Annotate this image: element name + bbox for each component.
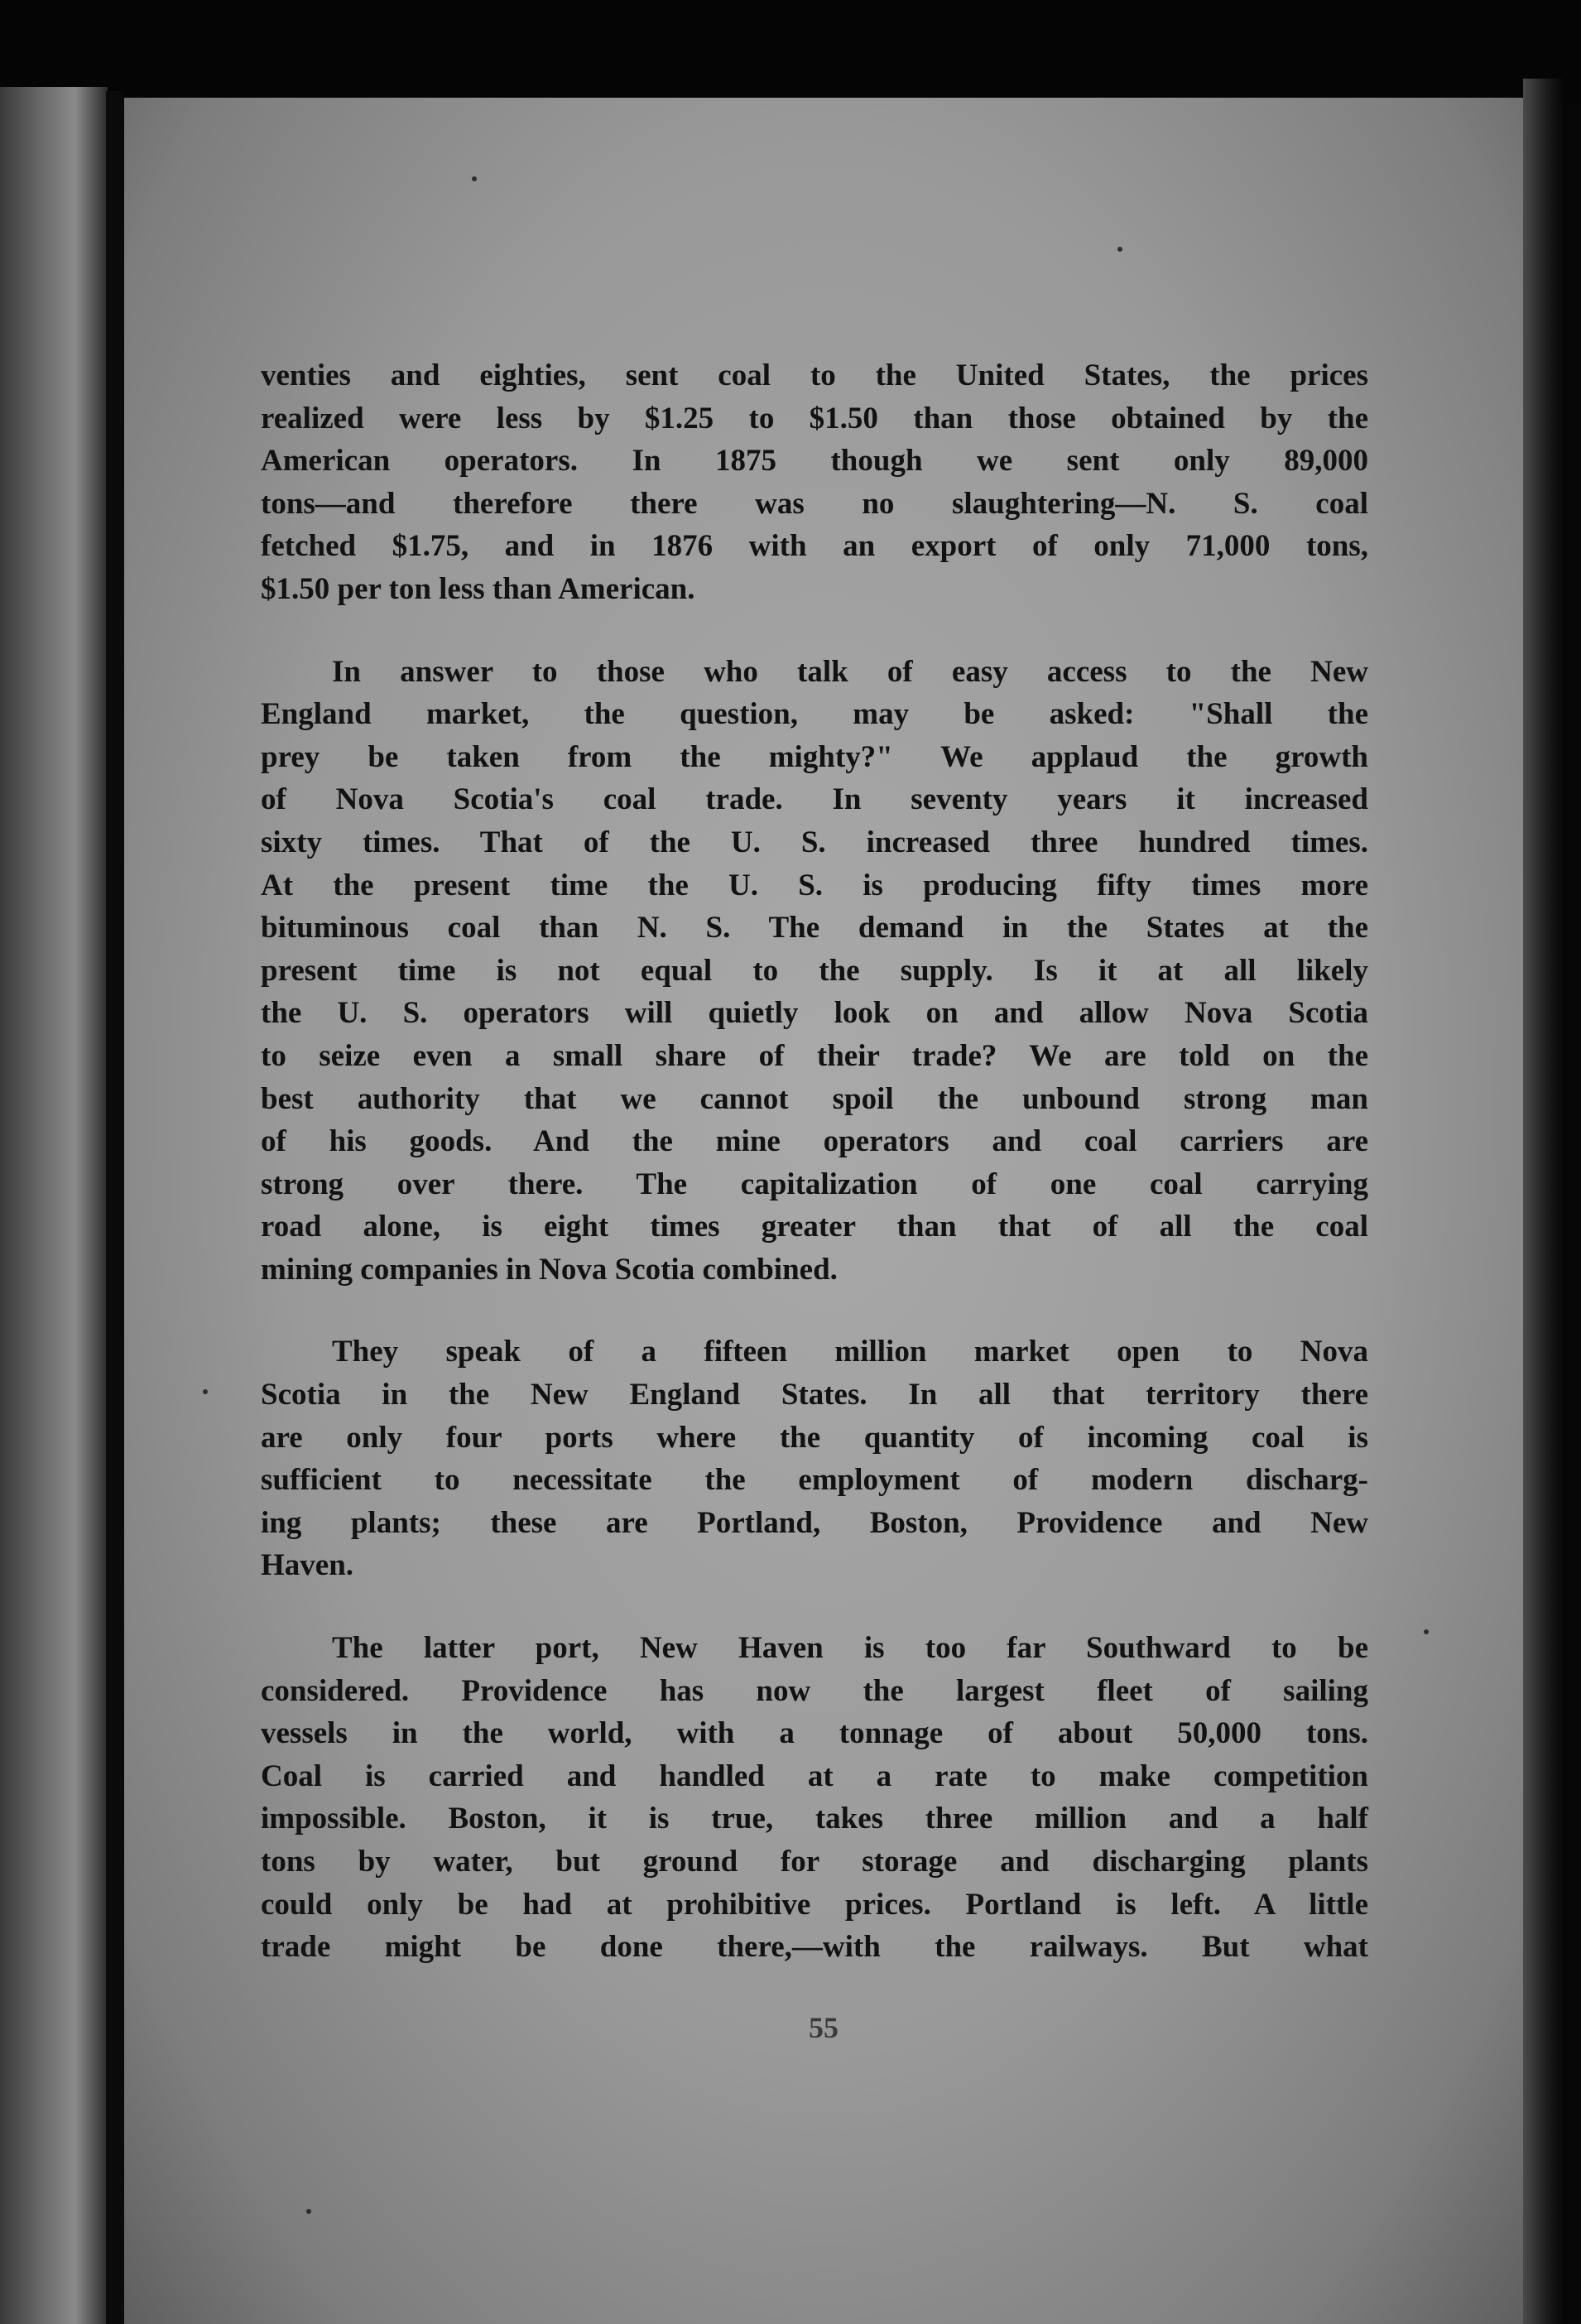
paragraph-2 [261, 651, 1368, 1292]
text-line: sixty times. That of the U. S. increased three hundred times. [261, 825, 1368, 859]
binding-gutter [106, 91, 124, 2324]
text-line: of Nova Scotia's coal trade. In seventy years it increased [261, 782, 1368, 817]
document-page [124, 98, 1523, 2324]
text-line: realized were less by $1.25 to $1.50 than those obtained by the [261, 401, 1368, 435]
adjacent-page-edge [0, 87, 108, 2324]
text-line: Coal is carried and handled at a rate to make competition [261, 1759, 1368, 1793]
text-line: England market, the question, may be asked: "Shall the [261, 697, 1368, 732]
text-line: present time is not equal to the supply. Is it at all likely [261, 953, 1368, 988]
speck [1424, 1629, 1429, 1634]
text-line: fetched $1.75, and in 1876 with an export of only 71,000 tons, [261, 529, 1368, 564]
text-line: tons by water, but ground for storage and discharging plants [261, 1845, 1368, 1879]
text-line: strong over there. The capitalization of one coal carrying [261, 1167, 1368, 1201]
text-line: mining companies in Nova Scotia combined. [261, 1252, 838, 1287]
speck [306, 2209, 311, 2214]
text-line: road alone, is eight times greater than that of all the coal [261, 1210, 1368, 1244]
paragraph-gap [261, 611, 1368, 651]
text-line: bituminous coal than N. S. The demand in the States at the [261, 911, 1368, 945]
text-line: In answer to those who talk of easy access to the New [332, 654, 1368, 689]
speck [472, 176, 477, 181]
text-line: best authority that we cannot spoil the unbound strong man [261, 1081, 1368, 1116]
text-line: American operators. In 1875 though we sent only 89,000 [261, 444, 1368, 479]
text-line: venties and eighties, sent coal to the United States, the prices [261, 358, 1368, 392]
text-line: impossible. Boston, it is true, takes three million and a half [261, 1802, 1368, 1836]
paragraph-gap [261, 1587, 1368, 1627]
text-line: At the present time the U. S. is producing fifty times more [261, 868, 1368, 902]
text-line: vessels in the world, with a tonnage of about 50,000 tons. [261, 1716, 1368, 1751]
page-number: 55 [809, 2011, 839, 2044]
paragraph-gap [261, 1291, 1368, 1330]
paragraph-1 [261, 354, 1368, 611]
text-line: prey be taken from the mighty?" We applaud the growth [261, 739, 1368, 774]
text-line: Haven. [261, 1548, 354, 1583]
text-line: The latter port, New Haven is too far Southward to be [332, 1631, 1368, 1666]
text-line: of his goods. And the mine operators and coal carriers are [261, 1124, 1368, 1159]
paragraph-3 [261, 1330, 1368, 1587]
right-page-edge [1523, 79, 1564, 2324]
text-line: Scotia in the New England States. In all that territory there [261, 1378, 1368, 1412]
top-dark-edge [0, 0, 1581, 98]
text-line: tons—and therefore there was no slaughtering—N. S. coal [261, 486, 1368, 521]
text-line: could only be had at prohibitive prices. Portland is left. A little [261, 1887, 1368, 1922]
text-line: to seize even a small share of their trade? We are told on the [261, 1038, 1368, 1073]
text-line: considered. Providence has now the largest fleet of sailing [261, 1673, 1368, 1708]
paragraph-4 [261, 1627, 1368, 1969]
text-line: ing plants; these are Portland, Boston, Providence and New [261, 1505, 1368, 1540]
text-line: the U. S. operators will quietly look on and allow Nova Scotia [261, 996, 1368, 1031]
speck [203, 1389, 208, 1394]
text-line: sufficient to necessitate the employment of modern discharg- [261, 1463, 1368, 1498]
body-text [261, 354, 1368, 1969]
speck [1117, 247, 1122, 252]
text-line: They speak of a fifteen million market open to Nova [332, 1335, 1368, 1369]
text-line: are only four ports where the quantity of incoming coal is [261, 1420, 1368, 1455]
text-line: $1.50 per ton less than American. [261, 571, 695, 606]
text-line: trade might be done there,—with the railways. But what [261, 1930, 1368, 1965]
